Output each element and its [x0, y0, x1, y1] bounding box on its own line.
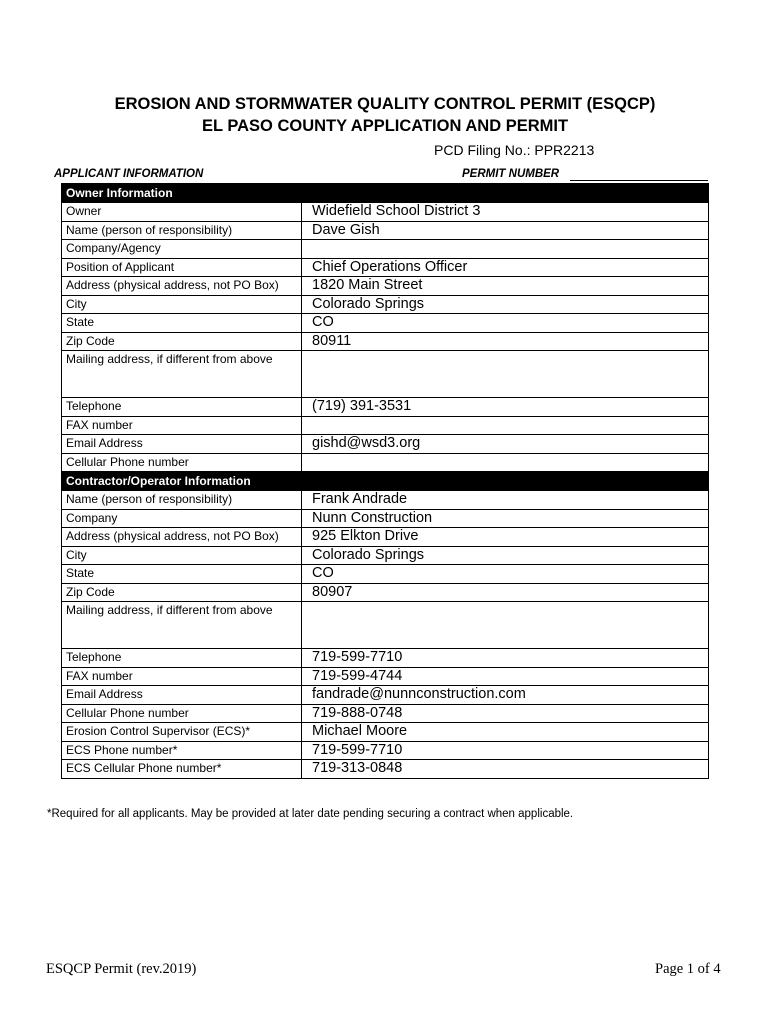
field-label: Mailing address, if different from above	[62, 351, 302, 398]
owner-address-field[interactable]: 1820 Main Street	[302, 277, 709, 296]
contractor-cellular-field[interactable]: 719-888-0748	[302, 704, 709, 723]
pcd-filing-number: PCD Filing No.: PPR2213	[434, 142, 595, 158]
owner-row-company	[62, 240, 709, 259]
field-label: Email Address	[62, 435, 302, 454]
contractor-name-field[interactable]: Frank Andrade	[302, 491, 709, 510]
contractor-mailing-field[interactable]	[302, 602, 709, 649]
contractor-row-ecs-phone	[62, 741, 709, 760]
contractor-state-field[interactable]: CO	[302, 565, 709, 584]
owner-state-field[interactable]: CO	[302, 314, 709, 333]
contractor-company-field[interactable]: Nunn Construction	[302, 509, 709, 528]
contractor-row-state	[62, 565, 709, 584]
field-label: ECS Cellular Phone number*	[62, 760, 302, 779]
field-label: Position of Applicant	[62, 258, 302, 277]
owner-row-owner	[62, 203, 709, 222]
owner-row-address	[62, 277, 709, 296]
contractor-section-header	[62, 472, 709, 491]
contractor-city-field[interactable]: Colorado Springs	[302, 546, 709, 565]
contractor-row-telephone	[62, 649, 709, 668]
field-label: Name (person of responsibility)	[62, 221, 302, 240]
contractor-row-cellular	[62, 704, 709, 723]
field-label: Zip Code	[62, 332, 302, 351]
contractor-zip-field[interactable]: 80907	[302, 583, 709, 602]
owner-city-field[interactable]: Colorado Springs	[302, 295, 709, 314]
contractor-row-address	[62, 528, 709, 547]
field-label: Company	[62, 509, 302, 528]
owner-email-field[interactable]: gishd@wsd3.org	[302, 435, 709, 454]
contractor-row-mailing	[62, 602, 709, 649]
owner-position-field[interactable]: Chief Operations Officer	[302, 258, 709, 277]
owner-fax-field[interactable]	[302, 416, 709, 435]
document-subtitle: EL PASO COUNTY APPLICATION AND PERMIT	[201, 117, 569, 135]
owner-company-field[interactable]	[302, 240, 709, 259]
contractor-row-ecs	[62, 723, 709, 742]
permit-number-blank[interactable]	[570, 180, 708, 181]
contractor-fax-field[interactable]: 719-599-4744	[302, 667, 709, 686]
field-label: Erosion Control Supervisor (ECS)*	[62, 723, 302, 742]
permit-number-label: PERMIT NUMBER	[462, 168, 560, 180]
owner-row-fax	[62, 416, 709, 435]
contractor-row-email	[62, 686, 709, 705]
owner-row-position	[62, 258, 709, 277]
owner-zip-field[interactable]: 80911	[302, 332, 709, 351]
owner-row-email	[62, 435, 709, 454]
contractor-row-company	[62, 509, 709, 528]
field-label: State	[62, 565, 302, 584]
field-label: Company/Agency	[62, 240, 302, 259]
contractor-telephone-field[interactable]: 719-599-7710	[302, 649, 709, 668]
contractor-address-field[interactable]: 925 Elkton Drive	[302, 528, 709, 547]
contractor-row-zip	[62, 583, 709, 602]
field-label: ECS Phone number*	[62, 741, 302, 760]
applicant-form-table	[61, 183, 709, 779]
field-label: Address (physical address, not PO Box)	[62, 528, 302, 547]
contractor-row-ecs-cellular	[62, 760, 709, 779]
owner-section-header	[62, 184, 709, 203]
field-label: Email Address	[62, 686, 302, 705]
contractor-ecs-field[interactable]: Michael Moore	[302, 723, 709, 742]
owner-row-mailing	[62, 351, 709, 398]
field-label: City	[62, 295, 302, 314]
footer-page-number: Page 1 of 4	[655, 961, 721, 977]
owner-name-field[interactable]: Dave Gish	[302, 221, 709, 240]
field-label: Name (person of responsibility)	[62, 491, 302, 510]
field-label: FAX number	[62, 667, 302, 686]
owner-owner-field[interactable]: Widefield School District 3	[302, 203, 709, 222]
field-label: Telephone	[62, 398, 302, 417]
owner-cellular-field[interactable]	[302, 453, 709, 472]
field-label: Owner	[62, 203, 302, 222]
owner-row-telephone	[62, 398, 709, 417]
field-label: Mailing address, if different from above	[62, 602, 302, 649]
contractor-row-city	[62, 546, 709, 565]
field-label: Cellular Phone number	[62, 704, 302, 723]
owner-row-city	[62, 295, 709, 314]
contractor-section-title: Contractor/Operator Information	[62, 472, 709, 491]
field-label: Cellular Phone number	[62, 453, 302, 472]
footer-form-revision: ESQCP Permit (rev.2019)	[46, 961, 197, 977]
contractor-ecs-cellular-field[interactable]: 719-313-0848	[302, 760, 709, 779]
owner-mailing-field[interactable]	[302, 351, 709, 398]
owner-row-zip	[62, 332, 709, 351]
owner-telephone-field[interactable]: (719) 391-3531	[302, 398, 709, 417]
owner-row-name	[62, 221, 709, 240]
field-label: Telephone	[62, 649, 302, 668]
owner-row-cellular	[62, 453, 709, 472]
field-label: FAX number	[62, 416, 302, 435]
field-label: Zip Code	[62, 583, 302, 602]
document-title: EROSION AND STORMWATER QUALITY CONTROL PERMIT (ESQCP)	[114, 95, 656, 113]
contractor-row-name	[62, 491, 709, 510]
contractor-row-fax	[62, 667, 709, 686]
required-footnote: *Required for all applicants. May be provided at later date pending securing a contract when applicable.	[47, 808, 574, 820]
contractor-email-field[interactable]: fandrade@nunnconstruction.com	[302, 686, 709, 705]
field-label: Address (physical address, not PO Box)	[62, 277, 302, 296]
applicant-information-heading: APPLICANT INFORMATION	[54, 168, 204, 180]
field-label: State	[62, 314, 302, 333]
contractor-ecs-phone-field[interactable]: 719-599-7710	[302, 741, 709, 760]
field-label: City	[62, 546, 302, 565]
owner-section-title: Owner Information	[62, 184, 709, 203]
owner-row-state	[62, 314, 709, 333]
